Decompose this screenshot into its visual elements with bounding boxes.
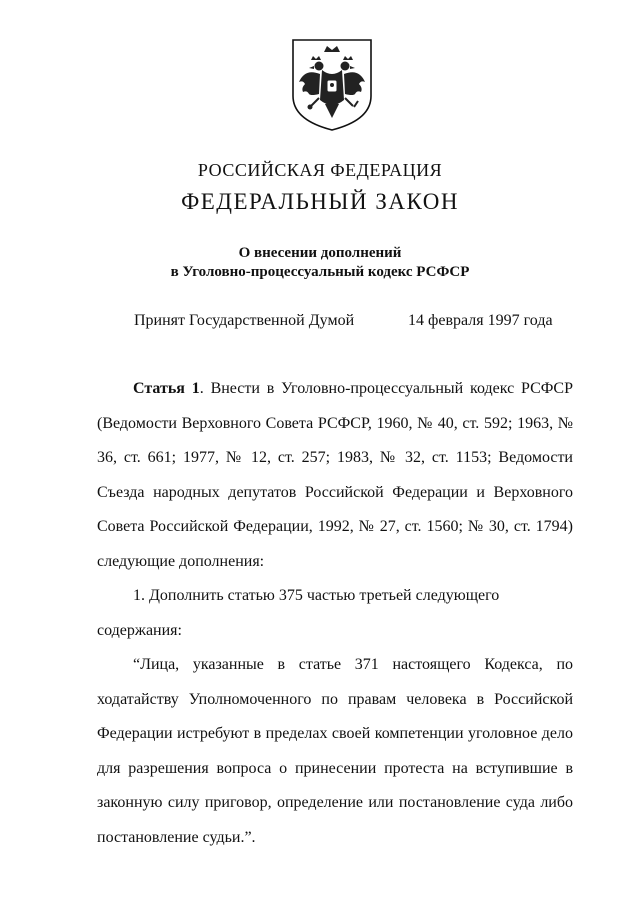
adopted-by: Принят Государственной Думой [134, 312, 355, 329]
article-1-quote: “Лица, указанные в статье 371 настоящего Кодекса, по ходатайству Уполномоченного по правам человека в Российской Федерации истребуют в пределах своей компетенции уголовное дело для разрешения вопроса о принесении протеста на вступившие в законную силу приговор, определение или постановление суда либо постановление судьи.”. [97, 656, 573, 846]
coat-of-arms-icon [289, 38, 375, 132]
country-heading: РОССИЙСКАЯ ФЕДЕРАЦИЯ [197, 160, 443, 180]
article-1-paragraph [97, 372, 573, 579]
law-subject-line-1: О внесении дополнений [238, 245, 402, 261]
law-subject-line-2: в Уголовно-процессуальный кодекс РСФСР [170, 264, 470, 280]
article-1-text: . Внести в Уголовно-процессуальный кодекс РСФСР (Ведомости Верховного Совета РСФСР, 1960, № 40, ст. 592; 1963, № 36, ст. 661; 1977, № 12, ст. 257; 1983, № 32, ст. 1153; Ведомости Съезда народных депутатов Российской Федерации и Верховного Совета Российской Федерации, 1992, № 27, ст. 1560; № 30, ст. 1794) следующие дополнения: [97, 380, 573, 570]
article-1-item-1: 1. Дополнить статью 375 частью третьей следующего содержания: [97, 587, 500, 639]
document-type-heading: ФЕДЕРАЛЬНЫЙ ЗАКОН [181, 189, 459, 214]
article-body [97, 372, 573, 855]
law-subject [0, 244, 640, 282]
article-1-label: Статья 1 [133, 380, 200, 397]
adoption-date: 14 февраля 1997 года [408, 312, 553, 329]
